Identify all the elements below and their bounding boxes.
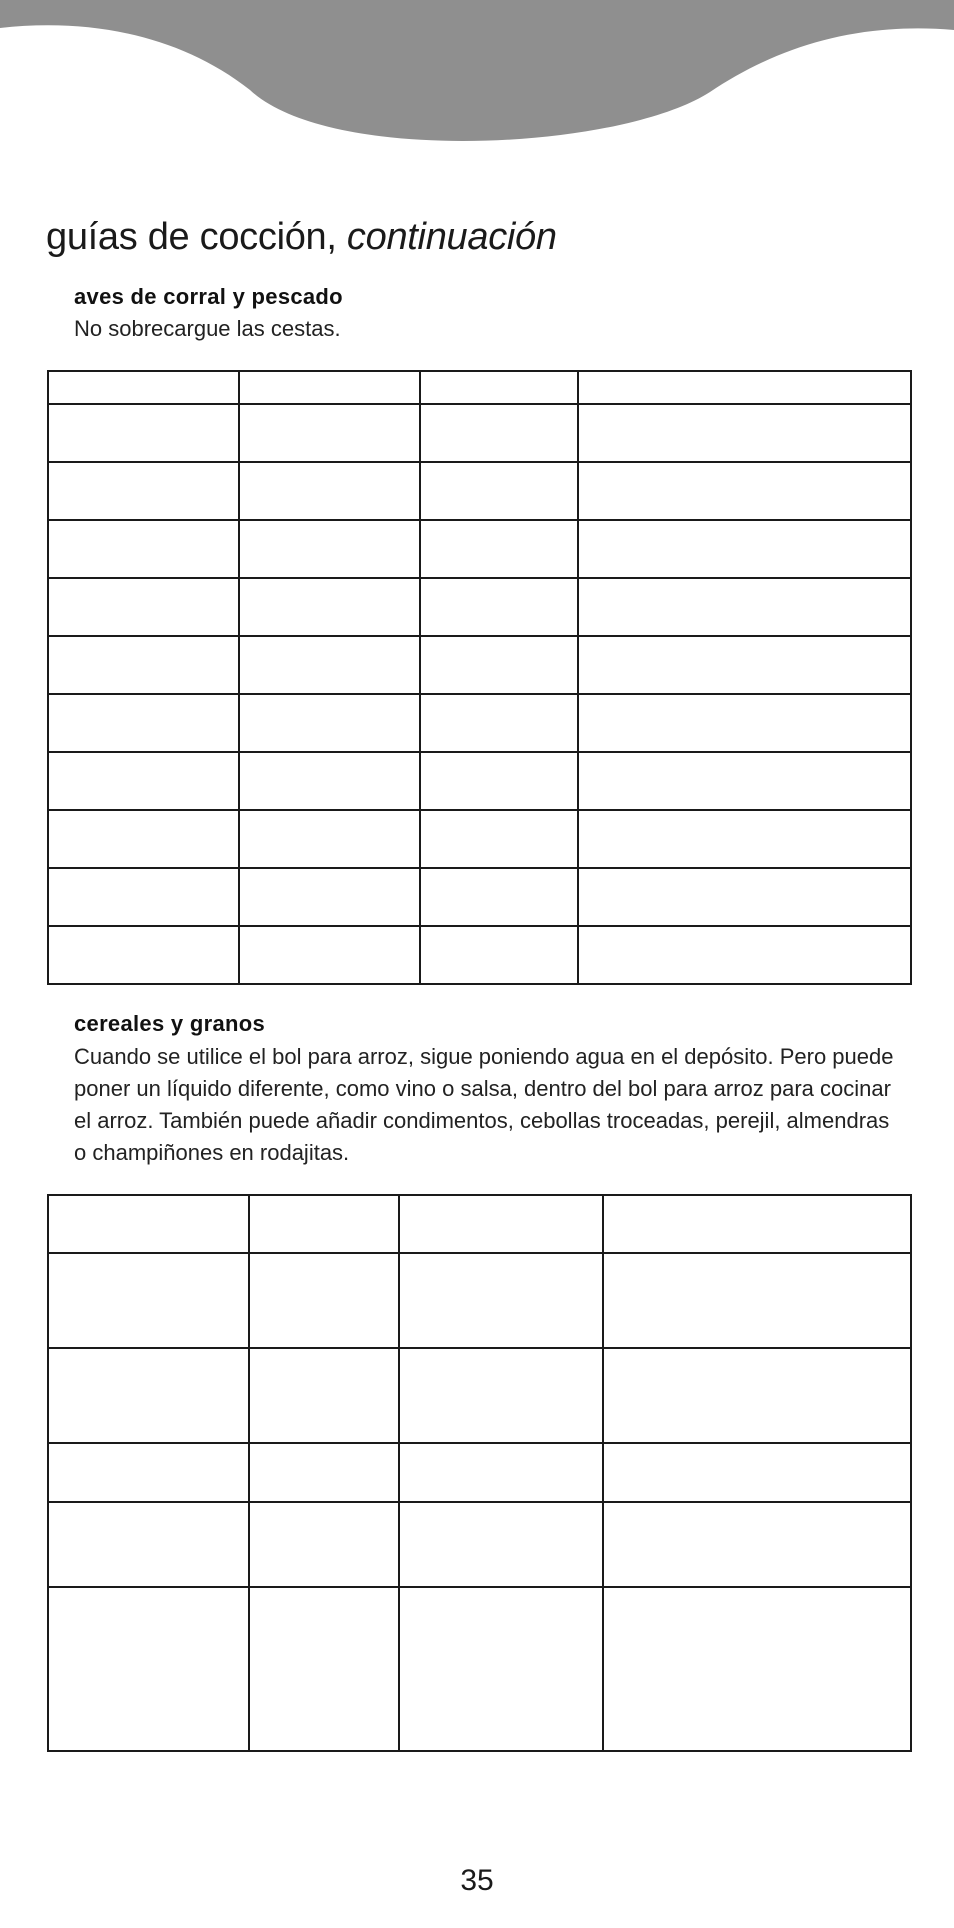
table-row <box>48 810 911 868</box>
section-heading-grains: cereales y granos <box>74 1011 265 1036</box>
table-row <box>48 926 911 984</box>
table-row <box>48 578 911 636</box>
table-row <box>48 1253 911 1348</box>
table-row <box>48 371 911 404</box>
page-number: 35 <box>460 1864 494 1897</box>
page-title-main: guías de cocción, <box>46 216 337 258</box>
table-row <box>48 1443 911 1502</box>
header-wave-decoration <box>0 0 954 160</box>
table-row <box>48 636 911 694</box>
table-row <box>48 520 911 578</box>
table-row <box>48 1502 911 1587</box>
page-title-italic: continuación <box>346 216 557 258</box>
table-row <box>48 462 911 520</box>
grains-cooking-table <box>47 1194 912 1752</box>
section-heading-poultry: aves de corral y pescado <box>74 284 343 309</box>
table-row <box>48 868 911 926</box>
table-row <box>48 1348 911 1443</box>
table-row <box>48 694 911 752</box>
table-row <box>48 1587 911 1751</box>
poultry-cooking-table <box>47 370 912 985</box>
table-row <box>48 404 911 462</box>
section-note-poultry: No sobrecargue las cestas. <box>74 316 341 341</box>
table-row <box>48 752 911 810</box>
table-row <box>48 1195 911 1253</box>
section-text-grains: Cuando se utilice el bol para arroz, sigue poniendo agua en el depósito. Pero puede poner un líquido diferente, como vino o salsa, dentro del bol para arroz para cocinar el arroz. También puede añadir condimentos, cebollas troceadas, perejil, almendras o champiñones en rodajitas. <box>74 1044 894 1165</box>
page-title <box>46 216 557 259</box>
